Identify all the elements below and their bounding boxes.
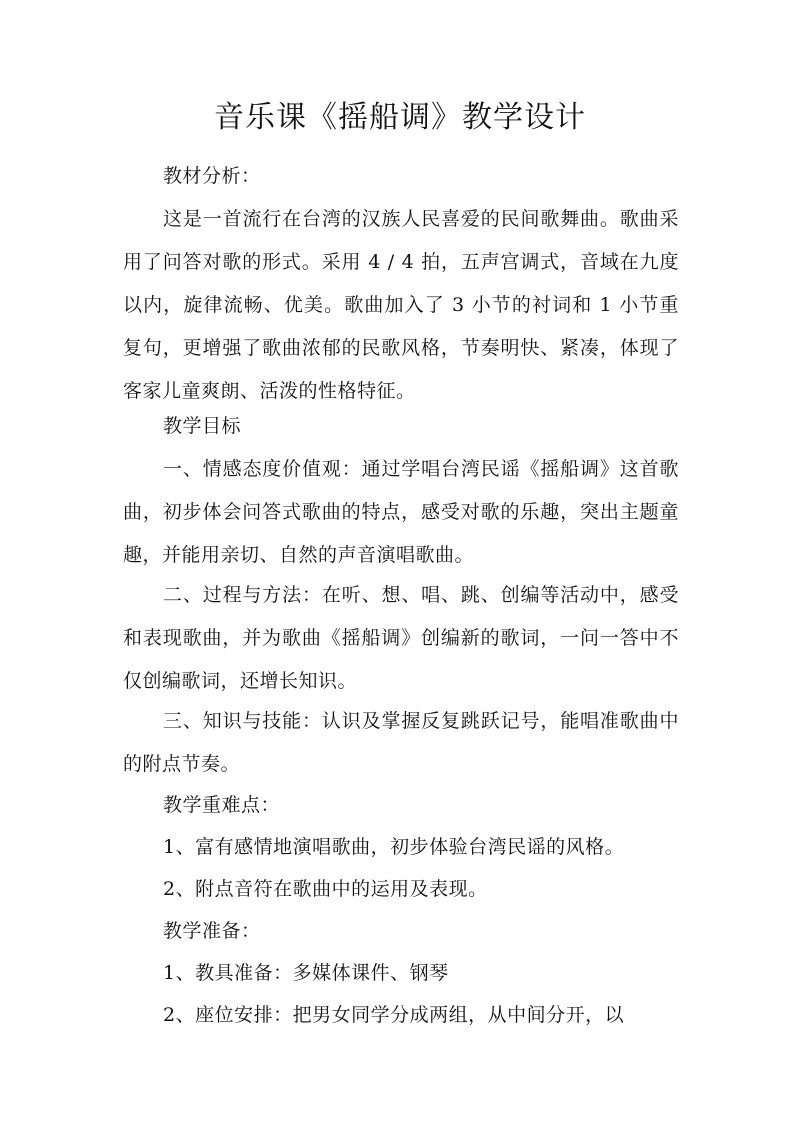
analysis-heading: 教材分析： (163, 165, 261, 187)
page-title: 音乐课《摇船调》教学设计 (214, 100, 586, 135)
difficulty-item-2: 2、附点音符在歌曲中的运用及表现。 (163, 878, 488, 900)
goal-paragraph-2: 二、过程与方法：在听、想、唱、跳、创编等活动中，感受和表现歌曲，并为歌曲《摇船调》创编新的歌词，一问一答中不仅创编歌词，还增长知识。 (123, 584, 679, 692)
prep-item-1: 1、教具准备：多媒体课件、钢琴 (163, 962, 449, 984)
goals-heading: 教学目标 (163, 415, 242, 437)
difficulty-item-1: 1、富有感情地演唱歌曲，初步体验台湾民谣的风格。 (163, 836, 625, 858)
difficulty-heading: 教学重难点： (163, 794, 281, 816)
goal-paragraph-1: 一、情感态度价值观：通过学唱台湾民谣《摇船调》这首歌曲，初步体会问答式歌曲的特点，感受对歌的乐趣，突出主题童趣，并能用亲切、自然的声音演唱歌曲。 (123, 458, 679, 566)
goal-paragraph-3: 三、知识与技能：认识及掌握反复跳跃记号，能唱准歌曲中的附点节奏。 (123, 710, 679, 775)
prep-item-2: 2、座位安排：把男女同学分成两组，从中间分开，以 (163, 1004, 625, 1026)
prep-heading: 教学准备： (163, 920, 261, 942)
analysis-paragraph: 这是一首流行在台湾的汉族人民喜爱的民间歌舞曲。歌曲采用了问答对歌的形式。采用 4 / 4 拍，五声宫调式，音域在九度以内，旋律流畅、优美。歌曲加入了 3 小节的衬词和 1 小节重复句，更增强了歌曲浓郁的民歌风格，节奏明快、紧凑，体现了客家儿童爽朗、活泼的性格特征。 (123, 208, 679, 402)
